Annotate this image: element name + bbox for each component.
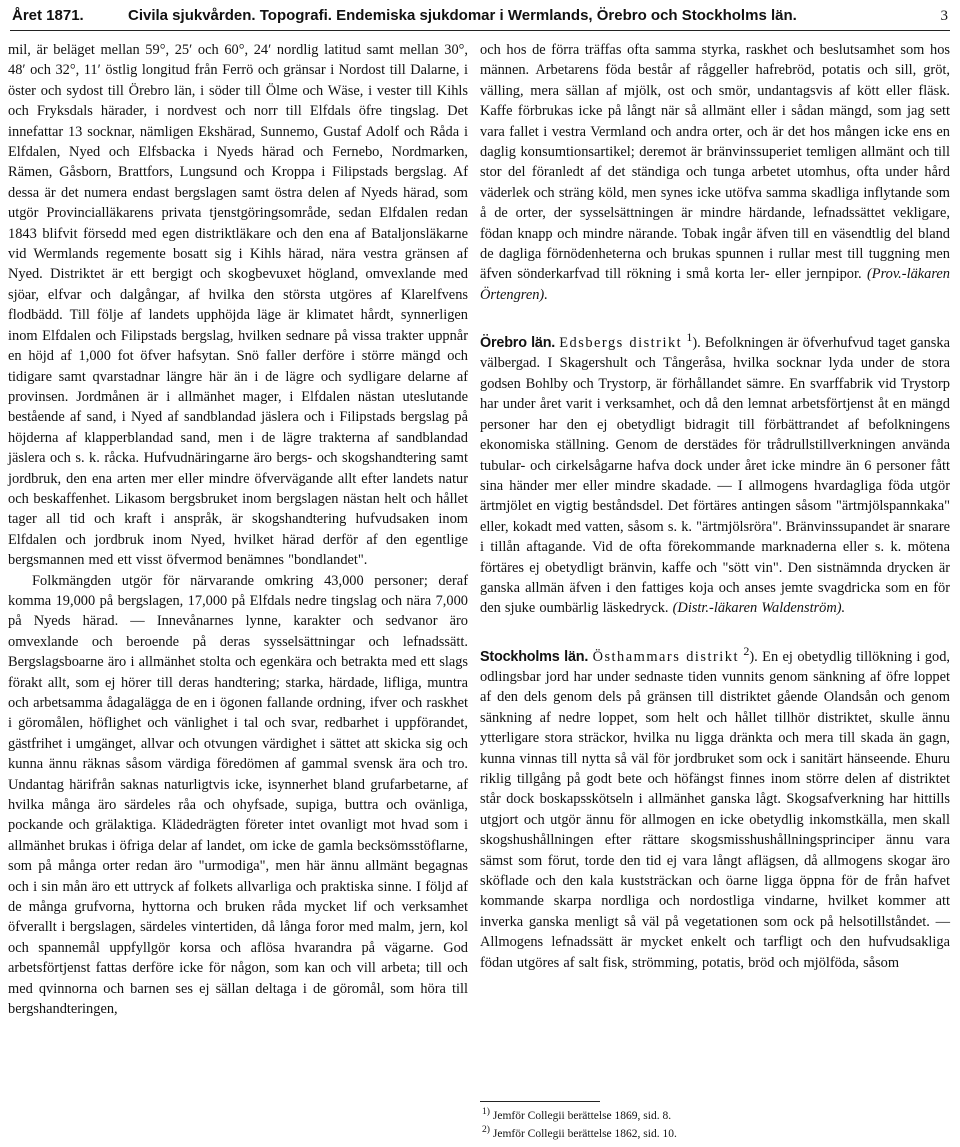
- right-paragraph-continued: [480, 40, 950, 305]
- page-number: 3: [940, 8, 948, 24]
- right-column: [480, 40, 950, 973]
- header-year: Året 1871.: [12, 7, 84, 24]
- footnote-ref-2: 2: [743, 643, 750, 658]
- footnotes: [480, 1101, 950, 1142]
- section-body-stockholm: ). En ej obetydlig tillökning i god, odlingsbar jord har under sednaste tiden vunnits genom sänkning af öfre loppet af den dels genom dels på gränsen till distriktet gående Olandsån och genom sänkning af nedre loppet, som helt och hållet tillhör distriktet, skulle ännu ytterligare stora sträckor, hvilka nu ligga dränkta och mera till skada än gagn, kunna vinnas till nytta så väl för jordbruket som ock i sanitärt hänseende. Ehuru riklig tillgång på godt bete och höfängst finnes inom större delen af distriktet står dock boskapsskötseln i allmänhet ganska lågt. Skogsafverkning har hittills utgjort och utgör ännu för allmogen en icke obetydlig inkomstkälla, men skall skogshushållningen efter rättare skogsmisshushållningsprinciper ännu vara sämst som förut, torde den tid ej vara långt aflägsen, då allmogens skogar äro sköflade och den kala kuststräckan och öarne ligga öppna för de från hafvet kommande skarpa nordliga och nordostliga vindarne, hvilket kommer att inverka ganska menligt så väl på vegetationen som ock på helsotillståndet. — Allmogens lefnadssätt är mycket enkelt och tarfligt och den hufvudsakliga födan utgöres af salt fisk, strömming, potatis, bröd och mjölföda, såsom: [480, 648, 951, 971]
- footnote-1: $^{1)}$ Jemför Collegii berättelse 1869, sid. 8.: [482, 1106, 672, 1122]
- signature-ortengren: (Prov.-läkaren Örtengren).: [480, 266, 950, 303]
- section-body-orebro: ). Befolkningen är öfverhufvud taget ganska välbergad. I Skagershult och Tångeråsa, hvilka socknar lyda under de stora godsen Bohlby och Trystorp, är förhållandet sämre. En svarffabrik vid Trystorp har under året varit i verksamhet, och då den lemnat arbetsförtjenst åt en mängd personer har den ej obetydligt bidragit till förbättrandet af befolkningens ekonomiska ställning. Genom de derstädes för trådrullstillverkningen använda tubular- och cirkelsågarne hafva dock under året icke mindre än 6 personer fått sina händer mer eller mindre skadade. — I allmogens hvardagliga föda utgör ärtmjölet en vigtig beståndsdel. Det förtäres antingen såsom "ärtmjölspannkaka" eller, kokadt med vatten, såsom s. k. "ärtmjölsröra". Bränvinssupandet är snarare i tillån aftagande. Vid de ofta förekommande marknaderna eller s. k. mötena förtäres ej obetydligt bränvin, kaffe och "sött vin". Den sistnämnda drycken är ganska allmän äfven i den fattiges koja och anses jemte svagdricka som en för den sjuke oumbärlig läskedryck.: [480, 335, 950, 617]
- district-name-osthammar: Östhammars distrikt: [592, 648, 739, 665]
- section-heading-stockholm: Stockholms län.: [480, 648, 589, 665]
- footnote-2: $^{2)}$ Jemför Collegii berättelse 1862, sid. 10.: [482, 1124, 677, 1141]
- header-title: Civila sjukvården. Topografi. Endemiska sjukdomar i Wermlands, Örebro och Stockholms län.: [128, 7, 797, 24]
- signature-waldenstrom: (Distr.-läkaren Waldenström).: [672, 600, 846, 617]
- footnote-rule: [480, 1101, 600, 1102]
- left-paragraph-topography: mil, är beläget mellan 59°, 25′ och 60°, 24′ nordlig latitud samt mellan 30°, 48′ och 32°, 11′ östlig longitud från Ferrö och gränsar i Nordost till Dalarne, i öster och sydost till Örebro län, i söder till Ölme och Wäse, i vester till Kihls och Fryksdals härader, i nordvest och norr till Elfdals öfre tingslag. Det innefattar 13 socknar, nämligen Ekshärad, Sunnemo, Gustaf Adolf och Råda i Elfdalen, Nyed och Elfsbacka i Nyeds härad och Fernebo, Nordmarken, Rämen, Gåsborn, Brattfors, Lungsund och Kroppa i Filipstads bergslag. Af dessa är det numera endast bergslagen samt östra delen af Nyeds härad, som utgör Provincialläkarens privata tjenstgöringsområde, sedan Elfdalen redan 1843 blifvit försedd med egen distriktläkare och den ena af Bataljonsläkarne vid Wermlands regemente bosatt sig i Kihls härad, nära vestra gränsen af Nyed. Distriktet är ett bergigt och skogbevuxet högland, omvexlande med sjöar, elfvar och dalgångar, af hvilka den största utgöres af Klarelfvens flodbädd. Till följe af landets upphöjda läge är klimatet hårdt, synnerligen inom Elfdalen och Filipstads bergslag, hvilken sednare på vissa trakter uppnår en höjd af 1,000 fot öfver hafsytan. Snö faller derföre i större mängd och tidigare samt qvarstadnar längre här än i de lägre och sydligare delarne af provinsen. Jordmånen är i allmänhet mager, i Elfdalen nästan uteslutande bestående af sand, i Nyed af sandblandad jäslera och i Filipstads bergslag på höjderna af klapperblandad sand, men i de lägre trakterna af sandblandad jäslera och s. k. råcka. Hufvudnäringarne äro bergs- och skogshandtering samt jordbruk, den ena arten mer eller mindre öfvervägande allt efter landets natur och beskaffenhet. Likasom bergsbruket inom bergslagen nästan helt och hållet tager all tid och kraft i anspråk, är skogshandtering hufvudsaken inom Elfdalen och jordbruk inom Nyed, hvilket härad derför af den egentlige bergsmannen med ett visst öfvermod benämnes "bondlandet".: [8, 42, 468, 569]
- section-orebro: [480, 327, 950, 618]
- left-column: [8, 40, 468, 1020]
- district-name-edsberg: Edsbergs distrikt: [559, 335, 683, 352]
- left-paragraph-population: Folkmängden utgör för närvarande omkring 43,000 personer; deraf komma 19,000 på bergslagen, 17,000 på Elfdals nedre tingslag och nära 7,000 på Nyeds härad. — Innevånarnes lynne, karakter och sedvanor äro omvexlande och beroende på deras sysselsättningar och lefnadssätt. Bergslagsboarne äro i allmänhet stolta och egenkära och betrakta med ett slags förakt allt, som ej hörer till deras handtering; starka, härdade, lifliga, muntra och arbetsamma ådagalägga de en i ögonen fallande ordning, ifver och raskhet i göromålen, höflighet och vänlighet i tal och svar, redbarhet i uppförandet, gästfrihet i umgänget, allvar och otvungen värdighet i sättet att skicka sig och kunna ännu räknas såsom värdiga föredömen af gammal svensk ära och tro. Undantag härifrån saknas naturligtvis icke, isynnerhet bland grufarbetarne, af hvilka många äro särdeles råa och ohyfsade, supiga, buttra och ovänliga, pockande och grälaktiga. Klädedrägten företer intet ovanligt mot hvad som i allmänhet brukas i öfriga delar af landet, om icke de gamla becksömsstöflarne, som på många orter redan äro "urmodiga", men här ännu allmänt begagnas och i sin mån äro ett uttryck af folkets allvarliga och praktiska sinne. I följd af de många grufvorna, hyttorna och bruken råda mycket lif och verksamhet öfverallt i bergslagen, särdeles vintertiden, då långa foror med malm, jern, kol och spannemål uppfyllgör korsa och aflösa hvarandra på vägarne. God arbetsförtjenst fattas derföre icke för någon, som kan och vill arbeta; till och med qvinnorna och barnen ses ej sällan deltaga i de göromål, som höra till bergshandteringen,: [8, 572, 468, 1018]
- right-paragraph-text: och hos de förra träffas ofta samma styrka, raskhet och beslutsamhet som hos männen. Arbetarens föda består af råggeller hafrebröd, potatis och sill, gröt, välling, mera sällan af mjölk, ost och smör, undantagsvis af kött eller fläsk. Kaffe förbrukas icke på långt när så allmänt eller i sådan mängd, som jag sett vara fallet i vestra Vermland och andra orter, och är det hos mången icke ens en daglig konsumtionsartikel; deremot är bränvinssuperiet temligen allmänt och till stor del föranledt af det ständiga och tunga arbetet utomhus, ofta under hård väderlek och sträng köld, men synes icke utöfva samma skadliga inflytande som å de orter, der sysselsättningen är mindre härdande, lefnadssättet vekligare, födan knapp och mindre närande. Tobak ingår äfven till en väsendtlig del bland de dagliga förnödenheterna och brukas spunnen i rullar mest till tuggning men äfven sönderkarfvad till rökning i små korta ler- eller jernpipor.: [480, 42, 950, 283]
- footnote-ref-1: 1: [686, 330, 693, 345]
- section-stockholm: [480, 641, 950, 973]
- section-heading-orebro: Örebro län.: [480, 335, 556, 352]
- running-head: [10, 4, 950, 31]
